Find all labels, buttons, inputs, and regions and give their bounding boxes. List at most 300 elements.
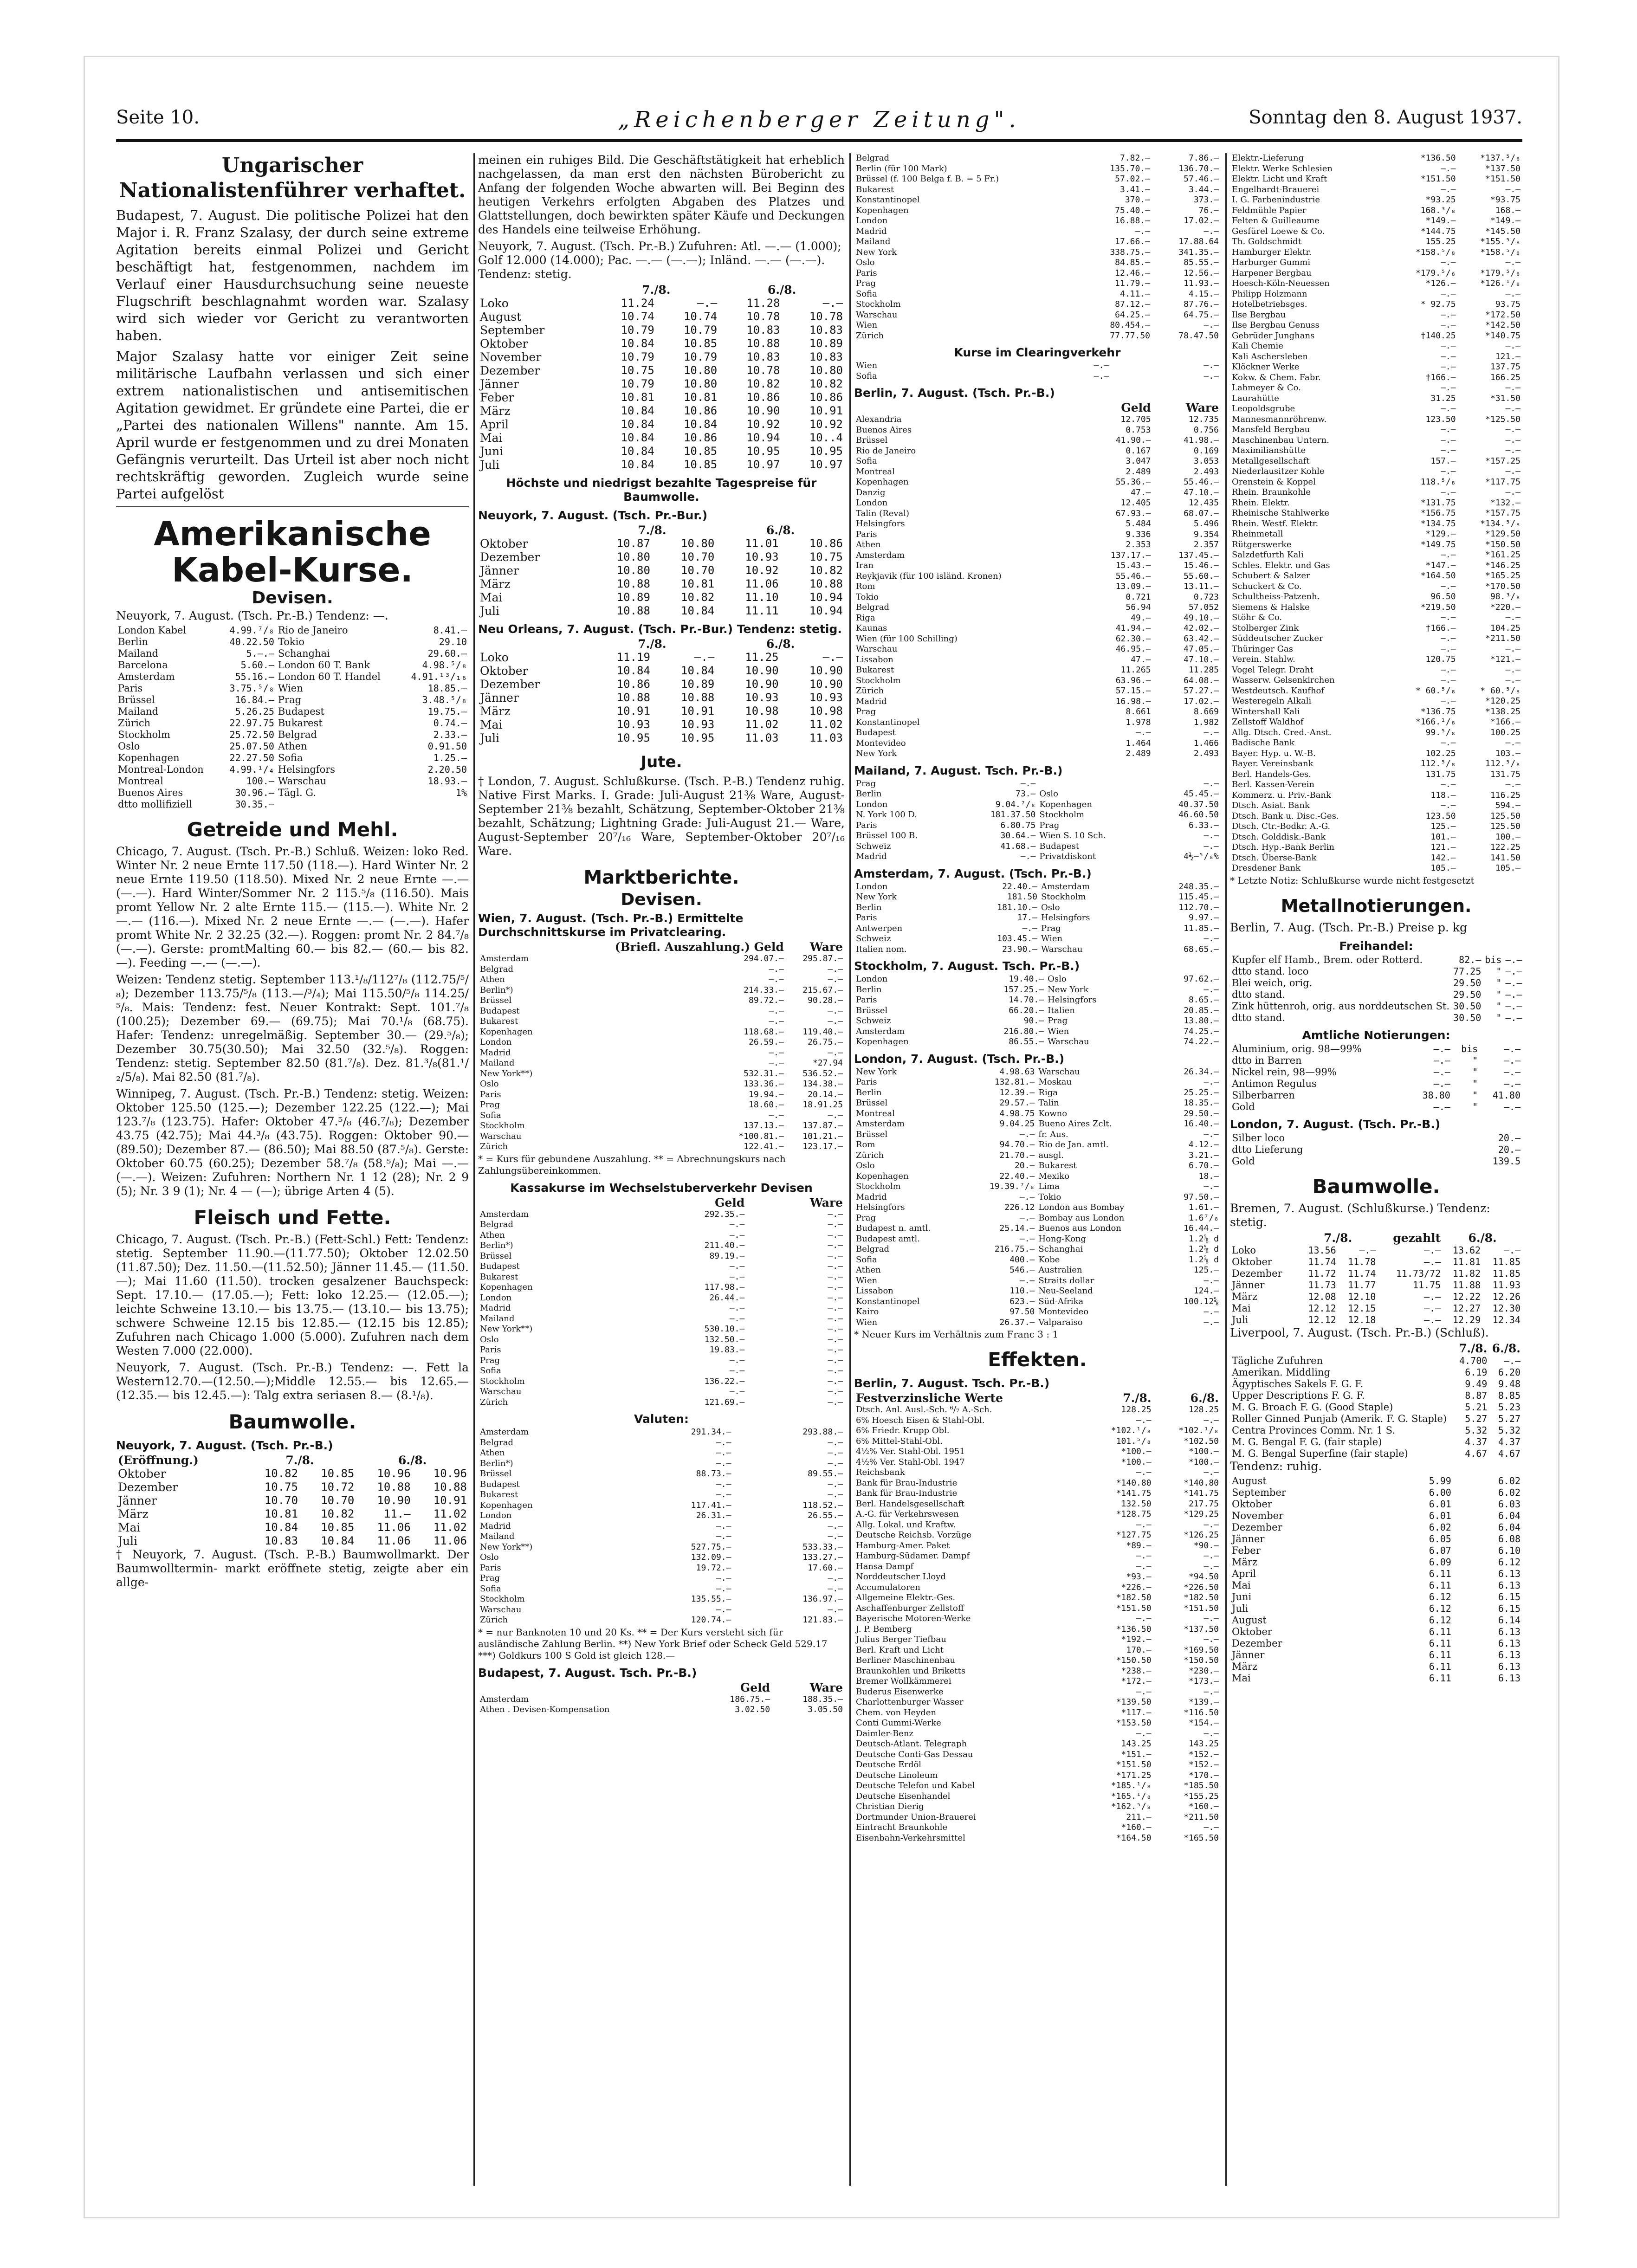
row-label: Rhein. Westf. Elektr.	[1232, 518, 1319, 529]
cell-value: —.—	[716, 1437, 731, 1447]
table-row	[478, 1016, 845, 1027]
cell-value: 26.44.—	[709, 1292, 745, 1303]
row-label: Verein. Stahlw.	[1232, 654, 1295, 664]
cell-value: —.—	[828, 1573, 843, 1583]
row-label: Prag	[480, 1100, 500, 1110]
row-label: Charlottenburger Wasser	[856, 1697, 964, 1707]
cell-value: 12.12	[1308, 1314, 1336, 1325]
row-label: Konstantinopel	[856, 717, 920, 727]
row-label: Rütgerswerke	[1232, 539, 1292, 549]
cell-value: —.—	[1203, 1728, 1219, 1738]
cell-value: 103.—	[1495, 748, 1521, 758]
cell-value: 6.12	[1429, 1614, 1451, 1626]
row-label: Rhein. Braunkohle	[1232, 487, 1311, 497]
cell-value: 10.95	[809, 445, 843, 458]
table-row	[116, 717, 469, 729]
row-label: Elektr. Licht und Kraft	[1232, 174, 1327, 184]
cell-value: 136.70.—	[1178, 163, 1219, 174]
cell-value: *151.50	[1116, 1760, 1152, 1770]
row-label: Lissabon	[856, 654, 893, 665]
row-label: Sofia	[480, 1366, 501, 1376]
table-row	[854, 749, 1221, 759]
table-row	[1230, 331, 1522, 342]
cell-value: 30.96.—	[235, 787, 274, 798]
amtliche-table	[1230, 1043, 1522, 1113]
row-label: Deutsche Linoleum	[856, 1770, 938, 1780]
table-row	[116, 671, 469, 683]
cell-value: 100.—	[246, 775, 274, 787]
cell-value: —.—	[828, 1047, 843, 1058]
cell-value: 74.22.—	[1184, 1037, 1219, 1047]
table-row	[1230, 1545, 1522, 1557]
table-row	[478, 1027, 845, 1038]
cell-value: 11.24	[621, 297, 654, 310]
row-label: London aus Bombay	[1038, 1202, 1125, 1212]
cell-value: "	[1472, 1089, 1478, 1101]
cell-value: 96.50	[1430, 592, 1456, 601]
table-row	[854, 1509, 1221, 1520]
row-label: Belgrad	[480, 964, 514, 974]
cell-value: —.—	[1203, 1686, 1219, 1697]
cell-value: 5.—.—	[246, 648, 274, 659]
cell-value: —.—	[1441, 341, 1456, 351]
row-label: Mai	[480, 591, 503, 604]
cell-value: 12.39.—	[999, 1087, 1035, 1098]
cell-value: 157.25.—	[1003, 984, 1044, 995]
row-label: Budapest	[856, 728, 896, 737]
row-label: Madrid	[856, 852, 887, 861]
cell-value: —.—	[729, 1220, 745, 1229]
cell-value: 75.40.—	[1115, 205, 1151, 215]
cell-value: 6.09	[1429, 1556, 1451, 1568]
row-label: 6% Friedr. Krupp Obl.	[856, 1426, 950, 1435]
cell-value: 17.60.—	[808, 1563, 843, 1573]
cell-value: 18.60.—	[748, 1100, 784, 1110]
cell-value: —.—	[828, 1303, 843, 1313]
row-label: März	[1232, 1291, 1258, 1302]
cell-value: 11.85.—	[1184, 923, 1219, 933]
row-label: Buenos aus London	[1038, 1223, 1121, 1233]
cell-value: 19.83.—	[709, 1345, 745, 1355]
row-label: Amsterdam	[118, 671, 175, 682]
table-row	[1230, 1256, 1522, 1268]
row-label: Stockholm	[856, 1182, 901, 1191]
cell-value: 0.74.—	[433, 717, 467, 729]
cell-value: 110.—	[1009, 1286, 1035, 1296]
cell-value: —.—	[729, 1272, 745, 1282]
cell-value: 10.88	[616, 577, 650, 590]
table-row	[854, 1791, 1221, 1802]
cell-value: 10.83	[264, 1534, 298, 1547]
table-row	[1230, 1626, 1522, 1638]
table-row	[478, 431, 845, 445]
cell-value: *121.—	[1490, 654, 1521, 664]
table-row	[1230, 738, 1522, 749]
row-label: Berliner Maschinenbau	[856, 1655, 956, 1665]
cell-value: 10.84	[321, 1534, 355, 1547]
cell-value: 6.33.—	[1188, 820, 1219, 830]
cell-value: 26.31.—	[696, 1511, 731, 1520]
cell-value: 2.33.—	[433, 729, 467, 740]
cell-value: 5.32	[1498, 1424, 1521, 1436]
cell-value: 594.—	[1495, 801, 1521, 810]
cell-value: 17.—	[1017, 913, 1037, 923]
cell-value: 94.70.—	[999, 1140, 1035, 1150]
table-row	[1230, 954, 1522, 966]
cell-value: 135.70.—	[1110, 163, 1151, 174]
row-label: Budapest	[480, 1006, 520, 1016]
table-row	[478, 1111, 845, 1121]
kabel-kurse-title: Amerikanische Kabel-Kurse.	[154, 514, 431, 589]
cell-value: 143.25	[1188, 1739, 1219, 1749]
clearing-table	[854, 361, 1221, 381]
cell-value: 117.41.—	[691, 1500, 731, 1510]
table-row	[478, 1459, 845, 1469]
cell-value: 211.40.—	[704, 1241, 745, 1250]
table-row	[1230, 966, 1522, 977]
row-label: Budapest	[480, 1479, 520, 1489]
cell-value: †166.—	[1425, 623, 1456, 633]
cell-value: *140.75	[1485, 330, 1521, 341]
table-row	[1230, 1055, 1522, 1066]
cell-value: —.—	[1441, 696, 1456, 706]
cell-value: 29.50.—	[1184, 1108, 1219, 1118]
amsterdam-table	[854, 882, 1221, 955]
row-label: März	[1232, 1556, 1258, 1568]
cell-value: *179.⁵/₈	[1415, 268, 1456, 278]
row-label: Loko	[480, 297, 509, 310]
fleisch-paragraph: Neuyork, 7. August. (Tsch. Pr.-B.) Tendenz: —. Fett la Western12.70.—(12.50.—);Middle 12.55.— bis 12.65.— (12.35.— bis 12.45.—): Talg extra seriasen 8.— (8.¹/₈).	[116, 1361, 469, 1402]
table-row	[1230, 1402, 1522, 1413]
cell-value: 4.15.—	[1188, 289, 1219, 299]
row-label: Bayer. Vereinsbank	[1232, 759, 1313, 769]
row-label: Schanghai	[1038, 1244, 1083, 1254]
table-row	[1230, 299, 1522, 310]
cell-value: —.—	[1433, 1078, 1450, 1089]
cell-value: 216.80.—	[1003, 1026, 1044, 1036]
cell-value: 5.60.—	[240, 659, 274, 671]
cell-value: 10.80	[683, 364, 718, 377]
cell-value: 47.—	[1131, 487, 1151, 498]
table-row	[478, 731, 845, 745]
table-row	[478, 704, 845, 718]
cell-value: 6.02	[1498, 1486, 1521, 1498]
cell-value: —.—	[1505, 965, 1522, 977]
cell-value: 373.—	[1193, 195, 1219, 205]
row-label: Oslo	[1041, 902, 1060, 912]
cell-value: —.—	[1424, 1244, 1441, 1256]
baumwolle-table	[116, 1454, 469, 1548]
table-row	[854, 540, 1221, 550]
table-row	[1230, 1638, 1522, 1649]
cell-value: 10.97	[809, 458, 843, 471]
table-row	[854, 582, 1221, 592]
cell-value: 10.94	[809, 591, 843, 604]
row-label: Moskau	[1038, 1077, 1072, 1087]
cell-value: 10.70	[681, 550, 715, 563]
cell-value: —.—	[828, 1251, 843, 1261]
cell-value: 6.01	[1429, 1498, 1451, 1510]
table-row	[854, 571, 1221, 582]
cell-value: 3.05.50	[808, 1705, 843, 1714]
row-label: Juni	[480, 445, 504, 458]
table-row	[1230, 863, 1522, 874]
cell-value: 10.78	[746, 310, 780, 323]
cell-value: —.—	[1441, 613, 1456, 622]
cell-value: *127.75	[1116, 1530, 1152, 1540]
table-row	[854, 216, 1221, 226]
cell-value: 6.00	[1429, 1486, 1451, 1498]
table-row	[478, 1209, 845, 1220]
cell-value: 10.91	[681, 704, 715, 717]
cell-value: —.—	[716, 1573, 731, 1583]
cell-value: 100.—	[1495, 832, 1521, 842]
table-row	[854, 592, 1221, 603]
table-row	[854, 665, 1221, 676]
table-row	[478, 310, 845, 323]
table-row	[854, 1119, 1221, 1130]
table-row	[854, 892, 1221, 903]
cell-value: —.—	[822, 651, 843, 664]
row-label: Buenos Aires	[856, 425, 912, 435]
row-label: Mai	[1232, 1672, 1251, 1684]
cell-value: 10.88	[616, 604, 650, 617]
cell-value: 10.82	[809, 377, 843, 390]
table-row	[1230, 362, 1522, 373]
cell-value: —.—	[769, 1047, 784, 1058]
cell-value: 17.88.64	[1178, 237, 1219, 246]
cell-value: "	[1496, 1000, 1502, 1012]
table-row	[1230, 842, 1522, 853]
cell-value: —.—	[1505, 466, 1521, 476]
row-label: Helsingfors	[856, 1202, 905, 1212]
cell-value: 0.169	[1193, 446, 1219, 456]
cell-value: 90.—	[1023, 1016, 1044, 1026]
row-label: M. G. Bengal F. G. (fair staple)	[1232, 1436, 1382, 1447]
cell-value: 10.86	[746, 391, 780, 404]
cell-value: —.—	[716, 1458, 731, 1468]
cell-value: —.—	[716, 1604, 731, 1615]
table-row	[478, 377, 845, 391]
table-row	[1230, 780, 1522, 790]
cell-value: 22.27.50	[229, 752, 274, 763]
cell-value: 10.86	[809, 537, 843, 550]
cell-value: *220.—	[1490, 602, 1521, 612]
row-label: September	[480, 323, 545, 337]
cell-value: 11.85	[1492, 1267, 1521, 1279]
cell-value: *238.—	[1121, 1666, 1152, 1676]
cell-value: 214.33.—	[744, 985, 784, 995]
table-row	[1230, 1001, 1522, 1012]
cell-value: 121.—	[1430, 842, 1456, 852]
row-label: London Kabel	[118, 625, 187, 636]
row-label: Amsterdam	[480, 1427, 529, 1437]
row-label: Sofia	[278, 752, 303, 763]
table-row	[1230, 226, 1522, 237]
table-row	[1230, 633, 1522, 644]
table-row	[1230, 519, 1522, 530]
cell-value: 3.41.—	[1119, 184, 1151, 194]
cell-value: 11.06	[377, 1534, 411, 1547]
cell-value: 10.85	[683, 445, 718, 458]
cell-value: —.—	[1203, 1077, 1219, 1087]
cell-value: 10.79	[621, 323, 654, 336]
cell-value: 56.94	[1126, 602, 1151, 612]
row-label: Upper Descriptions F. G. F.	[1232, 1389, 1365, 1401]
row-label: Hamburg-Amer. Paket	[856, 1540, 950, 1551]
fleisch-title: Fleisch und Fette.	[194, 1206, 391, 1229]
budapest-table	[478, 1681, 845, 1715]
cell-value: 10.81	[681, 577, 715, 590]
table-row	[478, 1303, 845, 1314]
table-row	[854, 1488, 1221, 1499]
cell-value: 532.31.—	[744, 1068, 784, 1079]
table-row	[854, 206, 1221, 216]
row-label: Oslo	[1048, 974, 1067, 984]
table-row	[854, 477, 1221, 488]
table-row	[1230, 561, 1522, 571]
table-row	[854, 913, 1221, 924]
table-row	[1230, 352, 1522, 362]
cell-value: 10.93	[681, 718, 715, 731]
aktien-table	[1230, 153, 1522, 874]
kabel-devisen-head: Neuyork, 7. August. (Tsch. Pr.-B.) Tendenz: —.	[116, 609, 388, 622]
cell-value: 47.05.—	[1184, 644, 1219, 654]
col-header: 6./8.	[398, 1454, 427, 1467]
cell-value: 120.74.—	[691, 1615, 731, 1625]
cell-value: 12.08	[1308, 1291, 1336, 1302]
table-row	[1230, 247, 1522, 258]
row-label: Stockholm	[480, 1121, 525, 1131]
cell-value: 133.27.—	[802, 1552, 843, 1562]
table-row	[854, 425, 1221, 436]
table-row	[478, 1615, 845, 1626]
row-label: März	[480, 704, 511, 718]
cell-value: 12.26	[1492, 1291, 1521, 1302]
cell-value: 12.18	[1348, 1314, 1376, 1325]
cell-value: 20.14.—	[808, 1089, 843, 1099]
row-label: New York**)	[480, 1068, 533, 1079]
row-label: Braunkohlen und Briketts	[856, 1666, 966, 1676]
row-label: Konstantinopel	[856, 195, 920, 205]
cell-value: 120.75	[1425, 654, 1456, 664]
row-label: Niederlausitzer Kohle	[1232, 466, 1325, 476]
row-label: Deutsch-Atlant. Telegraph	[856, 1739, 967, 1749]
col-header: Festverzinsliche Werte	[856, 1391, 1003, 1405]
cell-value: —.—	[1505, 665, 1521, 675]
getreide-title: Getreide und Mehl.	[187, 818, 398, 841]
cell-value: 68.07.—	[1184, 508, 1219, 518]
row-label: Riga	[856, 613, 875, 623]
table-row	[1230, 237, 1522, 247]
cell-value: —.—	[1433, 1054, 1450, 1066]
table-row	[478, 1079, 845, 1090]
row-label: Mailand	[118, 706, 158, 717]
cell-value: —.—	[1503, 1054, 1521, 1066]
row-label: New York	[856, 1066, 897, 1077]
cell-value: *131.75	[1420, 498, 1456, 508]
cell-value: 30.35.—	[235, 799, 274, 810]
section-rule	[116, 506, 469, 507]
table-row	[1230, 1101, 1522, 1113]
table-row	[854, 1478, 1221, 1489]
row-label: Loko	[480, 651, 509, 664]
cell-value: —.—	[1441, 633, 1456, 643]
table-row	[116, 1480, 469, 1494]
row-label: Montreal-London	[118, 764, 204, 775]
row-label: Berlin*)	[480, 1241, 513, 1250]
row-label: Amsterdam	[856, 550, 905, 560]
table-row	[1230, 268, 1522, 279]
row-label: Th. Goldschmidt	[1232, 237, 1302, 246]
cell-value: *185.50	[1184, 1781, 1219, 1790]
cell-value: —.—	[1503, 1043, 1521, 1054]
cell-value: 10.98	[745, 704, 779, 717]
cell-value: 137.17.—	[1110, 550, 1151, 560]
row-label: Dtsch. Ctr.-Bodkr. A.-G.	[1232, 821, 1331, 831]
cell-value: —.—	[1441, 163, 1456, 174]
table-row	[1230, 206, 1522, 216]
table-row	[854, 1405, 1221, 1415]
cell-value: 12.405	[1120, 498, 1151, 508]
cell-value: 11.78	[1348, 1256, 1376, 1267]
row-label: Jänner	[480, 564, 519, 577]
cell-value: 10.94	[809, 604, 843, 617]
cell-value: 188.35.—	[802, 1694, 843, 1704]
table-row	[478, 1048, 845, 1059]
cell-value: 3.44.—	[1188, 184, 1219, 194]
table-row	[1230, 341, 1522, 352]
cell-value: 6.13	[1498, 1568, 1521, 1579]
row-label: Mailand	[480, 1313, 515, 1324]
row-label	[1037, 779, 1150, 789]
table-row	[1230, 414, 1522, 425]
row-label: Wien	[1048, 1026, 1069, 1036]
cell-value: 13.62	[1452, 1244, 1481, 1256]
table-row	[478, 550, 845, 564]
cell-value: 3.21.—	[1188, 1150, 1219, 1160]
cell-value: —.—	[1503, 1355, 1521, 1366]
col-header: 7./8.	[1459, 1341, 1488, 1355]
col-header: 7./8.	[642, 283, 671, 297]
table-row	[854, 1467, 1221, 1478]
cell-value: *182.50	[1116, 1593, 1152, 1602]
column-separator	[473, 153, 475, 2186]
table-row	[1230, 1303, 1522, 1314]
cell-value: 6.20	[1498, 1366, 1521, 1378]
row-label: Wien	[856, 1317, 878, 1327]
col-header: 6./8.	[1492, 1341, 1521, 1355]
cell-value: —.—	[1424, 1314, 1441, 1325]
row-label: Oslo	[118, 741, 140, 752]
table-row	[1230, 790, 1522, 801]
cell-value: *137.50	[1184, 1624, 1219, 1634]
row-label: Kali Chemie	[1232, 341, 1283, 351]
table-row	[1230, 686, 1522, 697]
row-label: Deutsche Telefon und Kabel	[856, 1781, 975, 1790]
table-row	[1230, 540, 1522, 550]
row-label: Helsingfors	[856, 519, 905, 529]
cell-value: 89.72.—	[748, 995, 784, 1005]
cell-value: —.—	[828, 1261, 843, 1271]
table-row	[1230, 289, 1522, 300]
row-label: Madrid	[856, 696, 887, 706]
cell-value: —.—	[1441, 581, 1456, 591]
table-row	[478, 1356, 845, 1366]
cell-value: —.—	[697, 297, 718, 310]
table-row	[1230, 707, 1522, 717]
table-row	[478, 1272, 845, 1283]
